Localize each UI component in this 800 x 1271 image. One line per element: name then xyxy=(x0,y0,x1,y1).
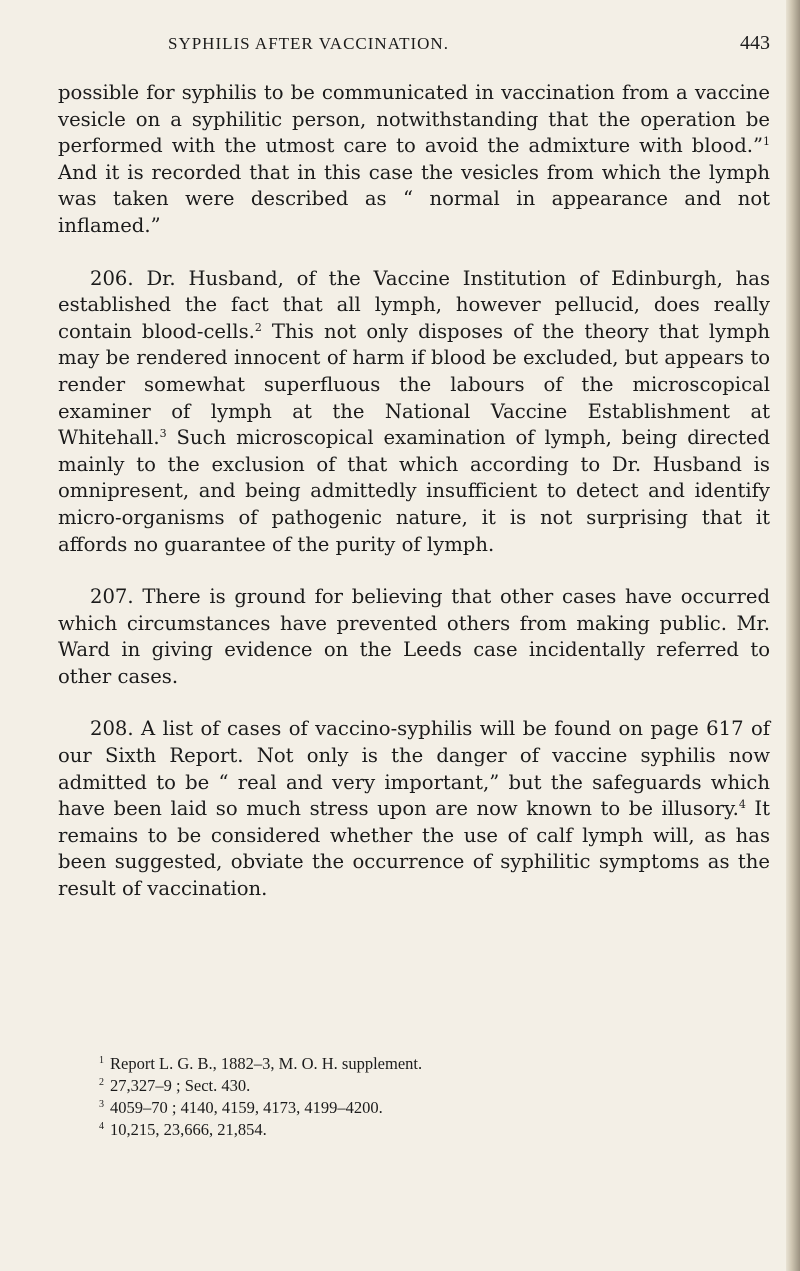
page-number: 443 xyxy=(740,32,770,54)
footnotes xyxy=(84,1053,684,1141)
paragraph-continued xyxy=(58,80,770,240)
footnote-mark: 2 xyxy=(99,1077,104,1088)
page-edge xyxy=(786,0,800,1271)
footnote-mark: 4 xyxy=(99,1121,104,1132)
paragraph-206 xyxy=(58,266,770,559)
footnote-item xyxy=(84,1119,684,1141)
page-header xyxy=(60,34,770,58)
body-text xyxy=(58,80,770,929)
paragraph-text: possible for syphilis to be communicated in vaccination from a vaccine vesicle on a syphilitic person, notwithstanding that the operation be performed with the utmost care to avoid the admixture with blood.” xyxy=(58,81,770,158)
footnote-text: 10,215, 23,666, 21,854. xyxy=(110,1120,267,1139)
footnote-ref: 4 xyxy=(738,798,746,812)
paragraph-text: And it is recorded that in this case the vesicles from which the lymph was taken were described as “ normal in appearance and not inflamed.” xyxy=(58,160,770,237)
footnote-ref: 2 xyxy=(254,320,262,334)
footnote-item xyxy=(84,1097,684,1119)
paragraph-text: 206. Dr. Husband, of the Vaccine Institution of Edinburgh, has established the fact that all lymph, however pellucid, does really contain blood-cells. xyxy=(58,266,770,343)
paragraph-text: Such microscopical examination of lymph, being directed mainly to the exclusion of that which according to Dr. Husband is omnipresent, and being admittedly insufficient to detect and identify micro-organisms of pathogenic nature, it is not surprising that it affords no guarantee of the purity of lymph. xyxy=(58,426,770,556)
footnote-text: Report L. G. B., 1882–3, M. O. H. supplement. xyxy=(110,1054,423,1073)
running-head: SYPHILIS AFTER VACCINATION. xyxy=(168,34,449,53)
footnote-text: 4059–70 ; 4140, 4159, 4173, 4199–4200. xyxy=(110,1098,383,1117)
footnote-mark: 1 xyxy=(99,1055,104,1066)
footnote-mark: 3 xyxy=(99,1099,104,1110)
paragraph-207 xyxy=(58,584,770,690)
paragraph-text: 208. A list of cases of vaccino-syphilis will be found on page 617 of our Sixth Report. Not only is the danger of vaccine syphilis now admitted to be “ real and very important,” but the safeguards which have been laid so much stress upon are now known to be illusory. xyxy=(58,717,770,821)
paragraph-text: 207. There is ground for believing that other cases have occurred which circumstances have prevented others from making public. Mr. Ward in giving evidence on the Leeds case incidentally referred to other cases. xyxy=(58,585,770,688)
paragraph-text: It remains to be considered whether the use of calf lymph will, as has been suggested, obviate the occurrence of syphilitic symptoms as the result of vaccination. xyxy=(58,797,770,901)
paragraph-text: This not only disposes of the theory that lymph may be rendered innocent of harm if blood be excluded, but appears to render somewhat superfluous the labours of the microscopical examiner of lymph at the National Vaccine Establishment at Whitehall. xyxy=(58,319,770,450)
footnote-ref: 3 xyxy=(159,427,167,441)
footnote-item xyxy=(84,1075,684,1097)
footnote-item xyxy=(84,1053,684,1075)
paragraph-208 xyxy=(58,716,770,902)
footnote-text: 27,327–9 ; Sect. 430. xyxy=(110,1076,251,1095)
footnote-ref: 1 xyxy=(763,135,770,149)
